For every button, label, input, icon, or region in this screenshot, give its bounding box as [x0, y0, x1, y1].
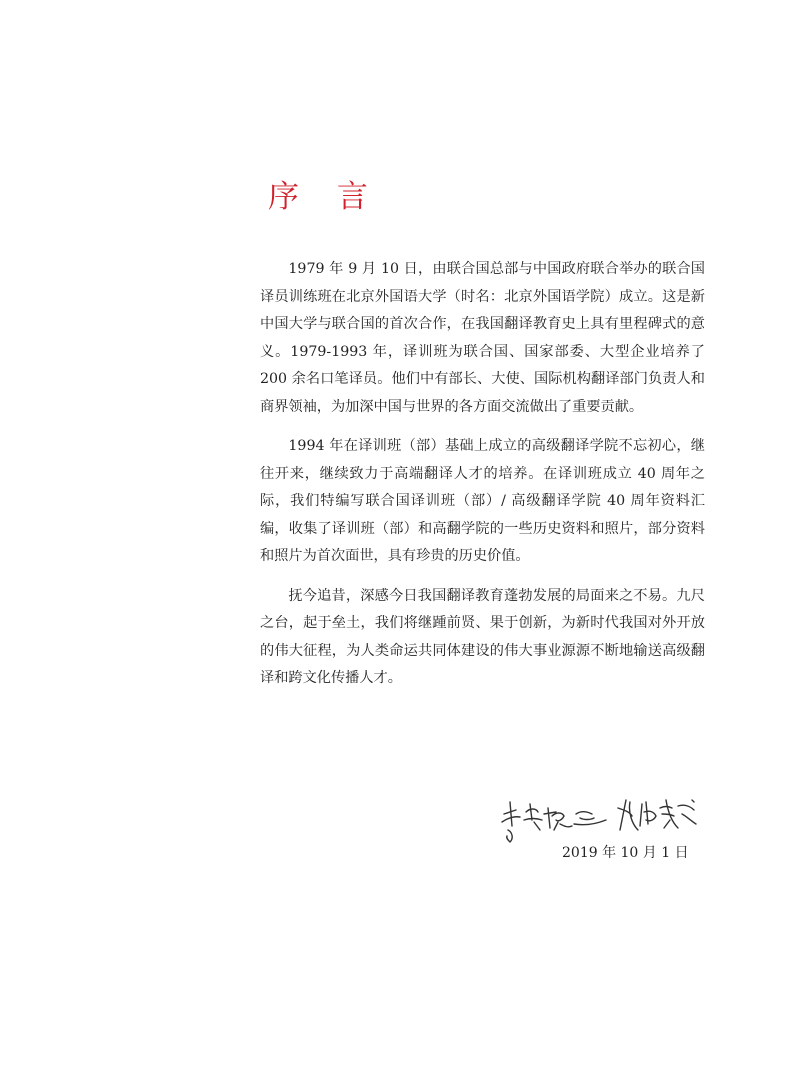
- signature-image: [496, 786, 706, 846]
- page-title: 序 言: [268, 179, 382, 215]
- paragraph-2: 1994 年在译训班（部）基础上成立的高级翻译学院不忘初心，继往开来，继续致力于高端翻译人才的培养。在译训班成立 40 周年之际，我们特编写联合国译训班（部）/ 高级翻译学院 40 周年资料汇编，收集了译训班（部）和高翻学院的一些历史资料和照片，部分资料和照片为首次面世，具有珍贵的历史价值。: [260, 438, 705, 564]
- body-text: [260, 256, 705, 705]
- date: 2019 年 10 月 1 日: [562, 845, 689, 861]
- paragraph-3: 抚今追昔，深感今日我国翻译教育蓬勃发展的局面来之不易。九尺之台，起于垒土，我们将继踵前贤、果于创新，为新时代我国对外开放的伟大征程，为人类命运共同体建设的伟大事业源源不断地输送高级翻译和跨文化传播人才。: [260, 587, 705, 686]
- paragraph-1: 1979 年 9 月 10 日，由联合国总部与中国政府联合举办的联合国译员训练班在北京外国语大学（时名：北京外国语学院）成立。这是新中国大学与联合国的首次合作，在我国翻译教育史上具有里程碑式的意义。1979-1993 年，译训班为联合国、国家部委、大型企业培养了 200 余名口笔译员。他们中有部长、大使、国际机构翻译部门负责人和商界领袖，为加深中国与世界的各方面交流做出了重要贡献。: [260, 261, 705, 415]
- handwritten-signature: [496, 786, 706, 846]
